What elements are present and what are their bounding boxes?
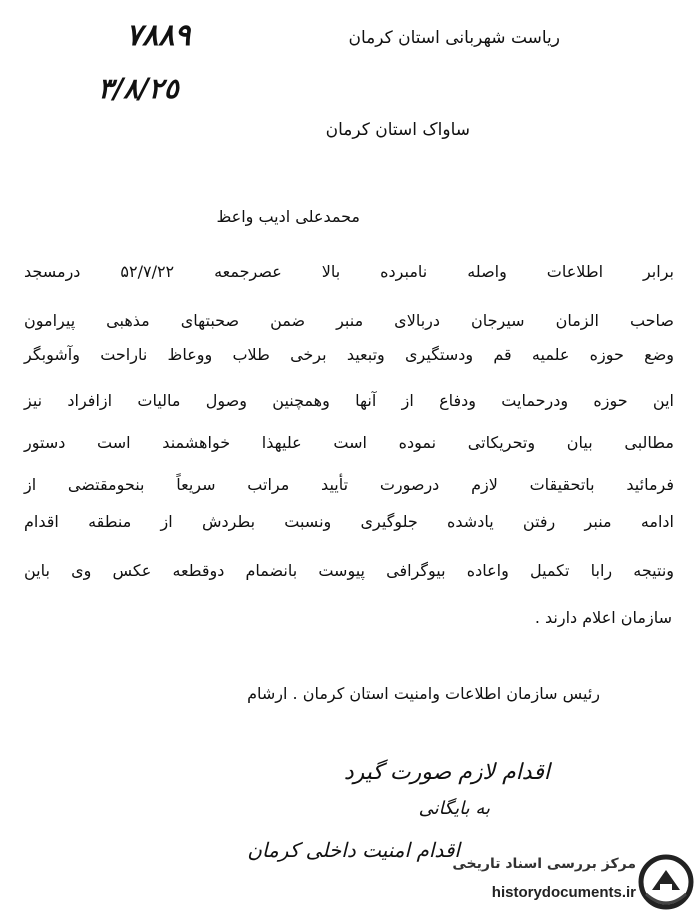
- recipient-line: ریاست شهربانی استان کرمان: [348, 28, 560, 48]
- archive-logo-icon: [638, 854, 694, 910]
- watermark: [430, 850, 698, 916]
- body-line-last: سازمان اعلام دارند .: [534, 608, 672, 627]
- body-line: وضع حوزه علمیه قم ودستگیری وتبعید برخی طلاب ووعاظ ناراحت وآشوبگر: [24, 345, 674, 364]
- sender-line: ساواک استان کرمان: [325, 120, 470, 140]
- handwritten-date: ٣/٨/٢٥: [98, 72, 179, 105]
- body-line: ادامه منبر رفتن یادشده جلوگیری ونسبت بطردش از منطقه اقدام: [24, 512, 674, 531]
- body-line: برابر اطلاعات واصله نامبرده بالا عصرجمعه ۵۲/۷/۲۲ درمسجد: [24, 262, 674, 281]
- body-line: فرمائید باتحقیقات لازم درصورت تأیید مراتب سریعاً بنحومقتضی از: [24, 475, 674, 494]
- signature-title: رئیس سازمان اطلاعات وامنیت استان کرمان . ارشام: [247, 684, 600, 703]
- handwritten-note-3: اقدام امنیت داخلی کرمان: [247, 838, 460, 862]
- watermark-org-name: مرکز بررسی اسناد تاریخی: [452, 856, 636, 872]
- watermark-url: historydocuments.ir: [491, 884, 636, 901]
- subject-line: محمدعلی ادیب واعظ: [216, 207, 360, 226]
- body-line: مطالبی بیان وتحریکاتی نموده است علیهذا خواهشمند است دستور: [24, 433, 674, 452]
- handwritten-note-2: به بایگانی: [418, 798, 490, 819]
- handwritten-reference-number: ٧٨٨٩: [126, 18, 191, 53]
- handwritten-note-1: اقدام لازم صورت گیرد: [343, 760, 550, 785]
- body-line: این حوزه ودرحمایت ودفاع از آنها وهمچنین وصول مالیات ازافراد نیز: [24, 391, 674, 410]
- body-line: ونتیجه رابا تکمیل واعاده بیوگرافی پیوست بانضمام دوقطعه عکس وی باین: [24, 561, 674, 580]
- body-line: صاحب الزمان سیرجان دربالای منبر ضمن صحبتهای مذهبی پیرامون: [24, 311, 674, 330]
